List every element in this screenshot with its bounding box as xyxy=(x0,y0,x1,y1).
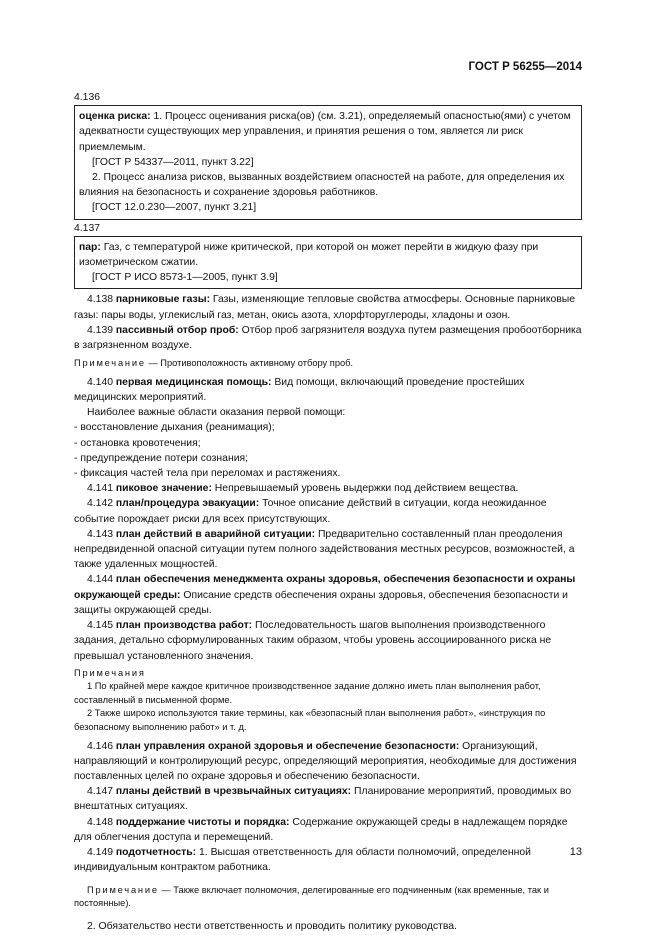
entry-number: 4.148 xyxy=(87,816,116,828)
entry-4-146 xyxy=(74,739,582,785)
note-4-139 xyxy=(74,357,582,371)
entry-4-147 xyxy=(74,784,582,814)
term: поддержание чистоты и порядка: xyxy=(115,816,290,828)
list-item: - восстановление дыхания (реанимация); xyxy=(74,422,275,434)
entry-number: 4.138 xyxy=(87,294,116,306)
entry-4-140 xyxy=(74,375,582,405)
definition-text: 2. Процесс анализа рисков, вызванных воздействием опасностей на работе, для определения их влияния на безопасность и сохранение здоровья работников. xyxy=(79,172,565,199)
term: план действий в аварийной ситуации: xyxy=(115,528,316,540)
list-item: - остановка кровотечения; xyxy=(74,437,201,449)
document-body xyxy=(74,90,582,934)
term: первая медицинская помощь: xyxy=(115,376,272,388)
entry-number: 4.149 xyxy=(87,847,116,859)
note-label: Примечание xyxy=(87,884,159,895)
list-item: - фиксация частей тела при переломах и растяжениях. xyxy=(74,468,341,480)
entry-4-149 xyxy=(74,845,582,875)
note-text: — Противоположность активному отбору проб. xyxy=(145,358,354,369)
definition-text: Непревышаемый уровень выдержки под действием вещества. xyxy=(211,483,519,495)
entry-box-4-136 xyxy=(74,105,582,219)
entry-box-4-137 xyxy=(74,236,582,290)
definition-text: Точное описание действий в ситуации, когда неожиданное событие порождает риски для всех присутствующих. xyxy=(74,498,547,525)
definition-text: 2. Обязательство нести ответственность и проводить политику руководства. xyxy=(87,920,457,932)
entry-number: 4.139 xyxy=(87,324,116,336)
term: подотчетность: xyxy=(115,847,197,859)
term-risk-assessment: оценка риска: xyxy=(79,111,151,123)
reference: [ГОСТ 12.0.230—2007, пункт 3.21] xyxy=(92,202,257,214)
definition-text: Организующий, направляющий и контролирующий ресурс, определяющий мероприятия, необходимые для достижения поставленных целей по охране здоровья и обеспечению безопасности. xyxy=(74,740,577,783)
term: пассивный отбор проб: xyxy=(115,324,239,336)
term: пиковое значение: xyxy=(115,483,212,495)
term-vapour: пар: xyxy=(79,241,101,253)
term: парниковые газы: xyxy=(115,294,211,306)
entry-4-138 xyxy=(74,292,582,322)
note-4-149 xyxy=(74,884,582,911)
list-item: - предупреждение потери сознания; xyxy=(74,452,249,464)
definition-text: Газ, с температурой ниже критической, при которой он может перейти в жидкую фазу при изометрическом сжатии. xyxy=(79,241,539,269)
entry-number: 4.144 xyxy=(87,574,116,586)
entry-4-144 xyxy=(74,572,582,618)
note-text: — Также включает полномочия, делегированные его подчиненным (как временные, так и постоянные). xyxy=(74,884,549,909)
entry-4-141 xyxy=(74,481,582,496)
note-item: 1 По крайней мере каждое критичное производственное задание должно иметь план выполнения работ, составленный в письменной форме. xyxy=(74,681,541,705)
entry-4-139 xyxy=(74,323,582,353)
entry-number: 4.145 xyxy=(87,620,116,632)
entry-number-4-137: 4.137 xyxy=(74,222,101,234)
definition-text: 1. Высшая ответственность для области полномочий, определенной индивидуальным контрактом работника. xyxy=(74,847,531,874)
definition-text: Газы, изменяющие тепловые свойства атмосферы. Основные парниковые газы: пары воды, углекислый газ, метан, окись азота, хлорфторуглероды, хладоны и озон. xyxy=(74,294,576,321)
entry-number: 4.140 xyxy=(87,376,116,388)
reference: [ГОСТ Р ИСО 8573-1—2005, пункт 3.9] xyxy=(92,272,278,284)
definition-text: 1. Процесс оценивания риска(ов) (см. 3.21), определяемый опасностью(ями) с учетом адекватности существующих мер управления, и принятия решения о том, является ли риск приемлемым. xyxy=(79,111,571,153)
page-number: 13 xyxy=(569,846,582,858)
term: планы действий в чрезвычайных ситуациях: xyxy=(115,786,352,798)
notes-4-145 xyxy=(74,667,582,735)
term: план/процедура эвакуации: xyxy=(115,498,260,510)
entry-number: 4.146 xyxy=(87,740,116,752)
entry-4-143 xyxy=(74,527,582,573)
entry-4-142 xyxy=(74,496,582,526)
entry-4-148 xyxy=(74,815,582,845)
entry-number: 4.143 xyxy=(87,528,116,540)
entry-number: 4.142 xyxy=(87,498,116,510)
list-intro: Наиболее важные области оказания первой помощи: xyxy=(87,407,346,419)
definition-text: Последовательность шагов выполнения производственного задания, детально сформулированных таким образом, чтобы уровень ассоциированного риска не превышал установленного значения. xyxy=(74,620,552,662)
entry-4-145 xyxy=(74,618,582,664)
reference: [ГОСТ Р 54337—2011, пункт 3.22] xyxy=(92,156,254,168)
term: план обеспечения менеджмента охраны здоровья, обеспечения безопасности и охраны окружающей среды: xyxy=(74,574,576,601)
definition-text: Планирование мероприятий, проводимых во внештатных ситуациях. xyxy=(74,786,572,813)
entry-number: 4.147 xyxy=(87,786,116,798)
note-label: Примечание xyxy=(74,358,146,369)
definition-text: Вид помощи, включающий проведение простейших медицинских мероприятий. xyxy=(74,376,525,404)
definition-text: Описание средств обеспечения охраны здоровья, обеспечения безопасности и защиты окружающей среды. xyxy=(74,589,568,616)
definition-text: Отбор проб загрязнителя воздуха путем размещения пробоотборника в загрязненном воздухе. xyxy=(74,324,582,352)
standard-header: ГОСТ Р 56255—2014 xyxy=(468,61,582,73)
entry-number-4-136: 4.136 xyxy=(74,92,101,103)
definition-text: Содержание окружающей среды в надлежащем порядке для облегчения доступа и перемещений. xyxy=(74,816,568,843)
note-item: 2 Также широко используются такие термины, как «безопасный план выполнения работ», «инструкция по безопасному выполнению работ» и т. д. xyxy=(74,708,546,733)
definition-text: Предварительно составленный план преодоления непредвиденной опасной ситуации путем полного задействования местных ресурсов, возможностей, а также удаленных мощностей. xyxy=(74,528,575,571)
term: план управления охраной здоровья и обеспечение безопасности: xyxy=(115,740,460,752)
entry-number: 4.141 xyxy=(87,483,116,495)
term: план производства работ: xyxy=(115,620,253,632)
notes-label: Примечания xyxy=(74,667,146,678)
